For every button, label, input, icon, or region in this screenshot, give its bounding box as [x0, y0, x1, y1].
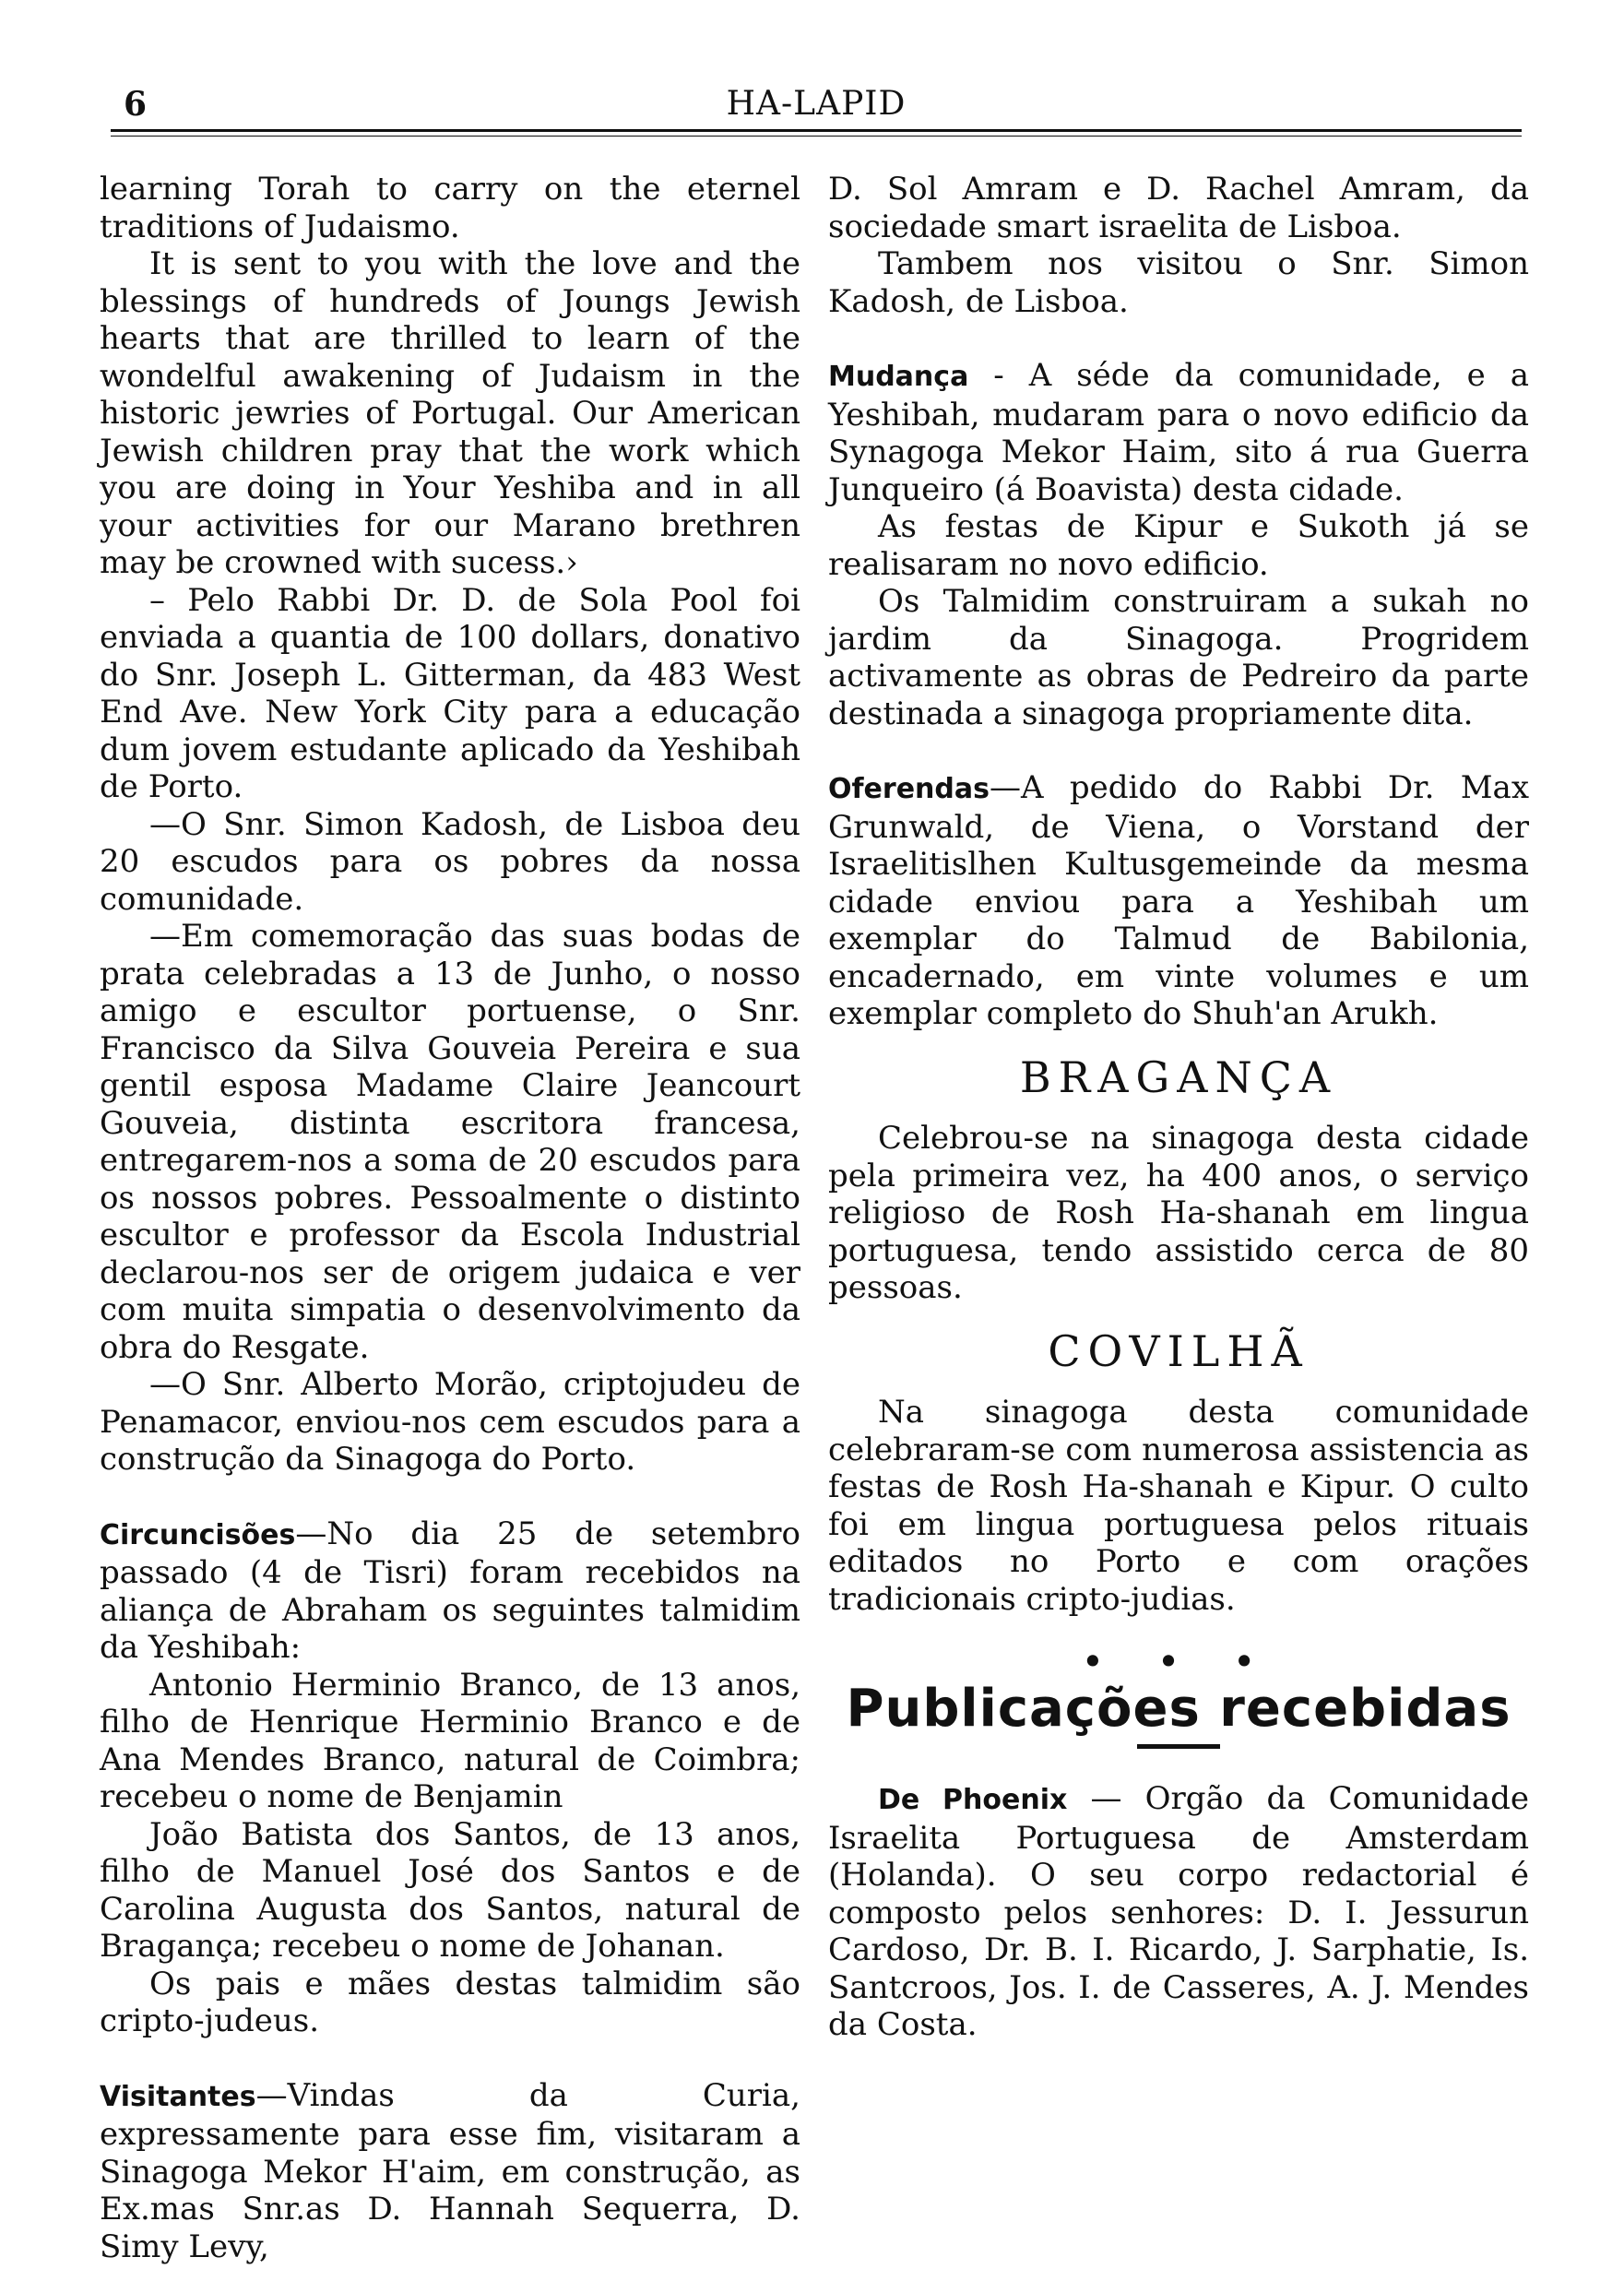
spacer — [828, 320, 1529, 357]
section-heading-covilha: COVILHÃ — [1048, 1325, 1310, 1376]
spacer — [100, 2040, 800, 2077]
page-header — [111, 85, 1522, 140]
paragraph: Os pais e mães destas talmidim são cripto-judeus. — [100, 1965, 800, 2039]
paragraph: Os Talmidim construiram a sukah no jardim da Sinagoga. Progridem activamente as obras de Pedreiro da parte destinada a sinagoga propriamente dita. — [828, 583, 1529, 732]
run-in-heading: Visitantes — [100, 2080, 256, 2113]
paragraph: D. Sol Amram e D. Rachel Amram, da sociedade smart israelita de Lisboa. — [828, 171, 1529, 245]
offerings-paragraph — [828, 769, 1529, 1033]
paragraph: learning Torah to carry on the eternel traditions of Judaismo. — [100, 171, 800, 245]
paragraph: —O Snr. Simon Kadosh, de Lisboa deu 20 escudos para os pobres da nossa comunidade. — [100, 805, 800, 918]
paragraph: Na sinagoga desta comunidade celebraram-se com numerosa assistencia as festas de Rosh Ha-shanah e Kipur. O culto foi em lingua portuguesa pelos rituais editados no Porto e com orações tradicionais cripto-judias. — [828, 1394, 1529, 1618]
paragraph: As festas de Kipur e Sukoth já se realisaram no novo edificio. — [828, 508, 1529, 583]
section-heading-braganca: BRAGANÇA — [1019, 1051, 1338, 1102]
spacer — [828, 732, 1529, 769]
paragraph: João Batista dos Santos, de 13 anos, filho de Manuel José dos Santos e de Carolina Augusta dos Santos, natural de Bragança; recebeu o nome de Johanan. — [100, 1815, 800, 1965]
paragraph: —Em comemoração das suas bodas de prata celebradas a 13 de Junho, o nosso amigo e escultor portuense, o Snr. Francisco da Silva Gouveia Pereira e sua gentil esposa Madame Claire Jeancourt Gouveia, distinta escritora francesa, entregarem-nos a soma de 20 escudos para os nossos pobres. Pessoalmente o distinto escultor e professor da Escola Industrial declarou-nos ser de origem judaica e ver com muita simpatia o desenvolvimento da obra do Resgate. — [100, 918, 800, 1366]
page-number: 6 — [124, 85, 148, 124]
paragraph-text: —A pedido do Rabbi Dr. Max Grunwald, de Viena, o Vorstand der Israelitislhen Kultusgemeinde da mesma cidade enviou para a Yeshibah um exemplar do Talmud de Babilonia, encadernado, em vinte volumes e um exemplar completo do Shuh'an Arukh. — [828, 769, 1529, 1032]
paragraph: Tambem nos visitou o Snr. Simon Kadosh, de Lisboa. — [828, 245, 1529, 320]
header-rule — [111, 129, 1522, 132]
paragraph-text: —No dia 25 de setembro passado (4 de Tisri) foram recebidos na aliança de Abraham os seguintes talmidim da Yeshibah: — [100, 1515, 800, 1666]
heading-rule — [1137, 1744, 1220, 1749]
run-in-heading: De Phoenix — [878, 1784, 1068, 1816]
paragraph: – Pelo Rabbi Dr. D. de Sola Pool foi enviada a quantia de 100 dollars, donativo do Snr. Joseph L. Gitterman, da 483 West End Ave. New York City para a educação dum jovem estudante aplicado da Yeshibah de Porto. — [100, 581, 800, 805]
run-in-heading: Oferendas — [828, 773, 990, 805]
relocation-paragraph — [828, 357, 1529, 508]
header-rule-thin — [111, 136, 1522, 137]
left-column — [100, 171, 800, 2265]
spacer — [100, 1479, 800, 1515]
visitors-paragraph — [100, 2077, 800, 2266]
ornament-stars: • • • — [1081, 1639, 1276, 1684]
run-in-heading: Mudança — [828, 361, 969, 393]
paragraph-text: - A séde da comunidade, e a Yeshibah, mudaram para o novo edificio da Synagoga Mekor Haim, sito á rua Guerra Junqueiro (á Boavista) desta cidade. — [828, 357, 1529, 508]
paragraph: Antonio Herminio Branco, de 13 anos, filho de Henrique Herminio Branco e de Ana Mendes Branco, natural de Coimbra; recebeu o nome de Benjamin — [100, 1666, 800, 1815]
paragraph: It is sent to you with the love and the blessings of hundreds of Joungs Jewish hearts that are thrilled to learn of the wondelful awakening of Judaism in the historic jewries of Portugal. Our American Jewish children pray that the work which you are doing in Your Yeshiba and in all your activities for our Marano brethren may be crowned with sucess.› — [100, 245, 800, 581]
run-in-heading: Circuncisões — [100, 1518, 296, 1551]
publications-heading: Publicações recebidas — [846, 1678, 1511, 1739]
right-column — [828, 171, 1529, 2044]
paragraph-text: — Orgão da Comunidade Israelita Portuguesa de Amsterdam (Holanda). O seu corpo redactorial é composto pelos senhores: D. I. Jessurun Cardoso, Dr. B. I. Ricardo, J. Sarphatie, Is. Santcroos, Jos. I. de Casseres, A. J. Mendes da Costa. — [828, 1780, 1529, 2043]
paragraph: —O Snr. Alberto Morão, criptojudeu de Penamacor, enviou-nos cem escudos para a construção da Sinagoga do Porto. — [100, 1366, 800, 1478]
paragraph: Celebrou-se na sinagoga desta cidade pela primeira vez, ha 400 anos, o serviço religioso de Rosh Ha-shanah em lingua portuguesa, tendo assistido cerca de 80 pessoas. — [828, 1120, 1529, 1306]
paragraph-text: —Vindas da Curia, expressamente para esse fim, visitaram a Sinagoga Mekor H'aim, em construção, as Ex.mas Snr.as D. Hannah Sequerra, D. Simy Levy, — [100, 2076, 800, 2265]
phoenix-paragraph — [828, 1780, 1529, 2044]
circumcisions-paragraph — [100, 1515, 800, 1667]
running-title: HA-LAPID — [726, 85, 907, 123]
